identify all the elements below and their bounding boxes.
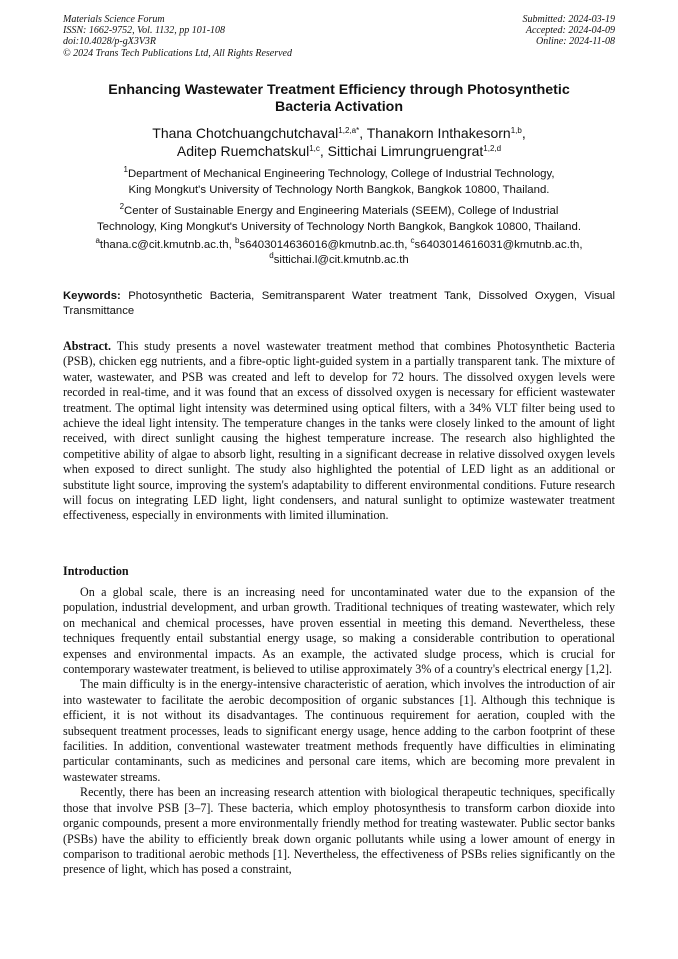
author-line-1: [63, 124, 615, 142]
author-affiliation-mark: 1,c: [309, 144, 320, 153]
title-line-2: Bacteria Activation: [275, 99, 403, 115]
introduction-body: [63, 585, 615, 878]
submitted-date: Submitted: 2024-03-19: [522, 14, 615, 25]
affiliation-1: [63, 166, 615, 198]
journal-doi: doi:10.4028/p-gX3V3R: [63, 36, 157, 48]
journal-header: [63, 14, 292, 59]
author-affiliation-mark: 1,2,d: [483, 144, 502, 153]
author-emails: [63, 238, 615, 268]
author-line-2: [63, 142, 615, 160]
section-heading-introduction: Introduction: [63, 564, 129, 578]
author-name: Thana Chotchuangchutchaval: [152, 125, 339, 141]
abstract-label: Abstract.: [63, 339, 112, 353]
keywords-label: Keywords:: [63, 290, 121, 302]
author-affiliation-mark: 1,2,a*: [338, 126, 360, 135]
author-affiliation-mark: 1,b: [510, 126, 522, 135]
email-mark: d: [269, 251, 274, 260]
paragraph: On a global scale, there is an increasing need for uncontaminated water due to the expansion of the population, industrial development, and urban growth. Traditional techniques of treating wastewater, which rely on mechanical and chemical processes, have proven essential in meeting this demand. Nevertheless, these techniques frequently entail substantial energy usage, so making a considerable contribution to operational expenses and environmental impacts. As an example, the activated sludge process, which is crucial for contemporary wastewater treatment, is believed to utilise approximately 3% of a country's electrical energy [1,2].: [63, 585, 615, 677]
journal-issn: ISSN: 1662-9752, Vol. 1132, pp 101-108: [63, 25, 226, 37]
author-name: Aditep Ruemchatskul: [176, 143, 310, 159]
paragraph: Recently, there has been an increasing research attention with biological therapeutic techniques, specifically those that involve PSB [3–7]. These bacteria, which employ photosynthesis to transform carbon dioxide into organic compounds, present a more environmentally friendly method for treating wastewater. Public sector banks (PSBs) have the ability to efficiently break down organic pollutants while using a lower amount of energy in comparison to traditional aerobic methods [1]. Nevertheless, the effectiveness of PSBs relies significantly on the presence of light, which has posed a constraint,: [63, 785, 615, 877]
title-line-1: Enhancing Wastewater Treatment Efficiency through Photosynthetic: [108, 82, 570, 98]
email-mark: b: [234, 236, 240, 245]
abstract-text: This study presents a novel wastewater treatment method that combines Photosynthetic Bacteria (PSB), chicken egg nutrients, and a fibre-optic light-guided system in a partially transparent tank. The mixture of water, wastewater, and PSB was created and left to develop for 72 hours. The dissolved oxygen levels were recorded in real-time, and it was found that an excess of dissolved oxygen is necessary for efficient wastewater treatment. The optimal light intensity was determined using optical filters, with a 34% VLT filter being used to achieve the ideal light intensity. The temperature changes in the tanks were closely linked to the amount of light received, with direct sunlight causing the highest temperature increase. The research also highlighted the competitive ability of algae to absorb light, resulting in a significant decrease in relative dissolved oxygen levels when exposed to direct sunlight. The study also highlighted the potential of LED light as an additional or substitute light source, improving the system's adaptability to different environmental conditions. Future research will focus on integrating LED light, light condensers, and natural sunlight to optimize wastewater treatment effectiveness, especially in environments with limited illumination.: [63, 339, 615, 523]
author-separator: ,: [521, 125, 526, 141]
affiliation-mark: 2: [119, 202, 125, 211]
affiliation-2: [63, 203, 615, 235]
author-separator: ,: [319, 143, 328, 159]
journal-name: Materials Science Forum: [63, 14, 165, 25]
affiliation-line: Department of Mechanical Engineering Technology, College of Industrial Technology,: [127, 168, 555, 180]
affiliation-line: Technology, King Mongkut's University of Technology North Bangkok, Bangkok 10800, Thailand.: [96, 221, 582, 233]
paragraph: The main difficulty is in the energy-intensive characteristic of aeration, which involves the introduction of air into wastewater to facilitate the aerobic decomposition of organic substances [1]. Although this technique is efficient, it is not without its disadvantages. The continuous requirement for aeration, coupled with the subsequent treatment processes, leads to significant energy usage, hence adding to the carbon footprint of these facilities. In addition, conventional wastewater treatment methods frequently have difficulties in eliminating particular contaminants, such as medicines and personal care items, which are becoming more prevalent in wastewater streams.: [63, 677, 615, 784]
author-name: Thanakorn Inthakesorn: [366, 125, 511, 141]
email-mark: c: [410, 236, 415, 245]
author-separator: ,: [359, 125, 367, 141]
author-name: Sittichai Limrungruengrat: [327, 143, 484, 159]
affiliation-mark: 1: [123, 165, 128, 174]
abstract: [63, 339, 615, 524]
email-d: sittichai.l@cit.kmutnb.ac.th: [273, 254, 409, 266]
paper-title: [63, 82, 615, 116]
email-mark: a: [95, 236, 100, 245]
affiliation-line: Center of Sustainable Energy and Engineering Materials (SEEM), College of Industrial: [124, 205, 559, 217]
keywords-text: Photosynthetic Bacteria, Semitransparent Water treatment Tank, Dissolved Oxygen, Visual Transmittance: [63, 290, 615, 317]
email-c: s6403014616031@kmutnb.ac.th,: [414, 239, 583, 251]
affiliation-line: King Mongkut's University of Technology North Bangkok, Bangkok 10800, Thailand.: [128, 184, 550, 196]
email-a: thana.c@cit.kmutnb.ac.th,: [99, 239, 235, 251]
journal-copyright: © 2024 Trans Tech Publications Ltd, All Rights Reserved: [63, 47, 292, 59]
online-date: Online: 2024-11-08: [536, 36, 615, 48]
accepted-date: Accepted: 2024-04-09: [525, 25, 615, 37]
author-list: [63, 124, 615, 160]
keywords: [63, 289, 615, 318]
dates-header: [523, 14, 616, 48]
email-b: s6403014636016@kmutnb.ac.th,: [239, 239, 411, 251]
